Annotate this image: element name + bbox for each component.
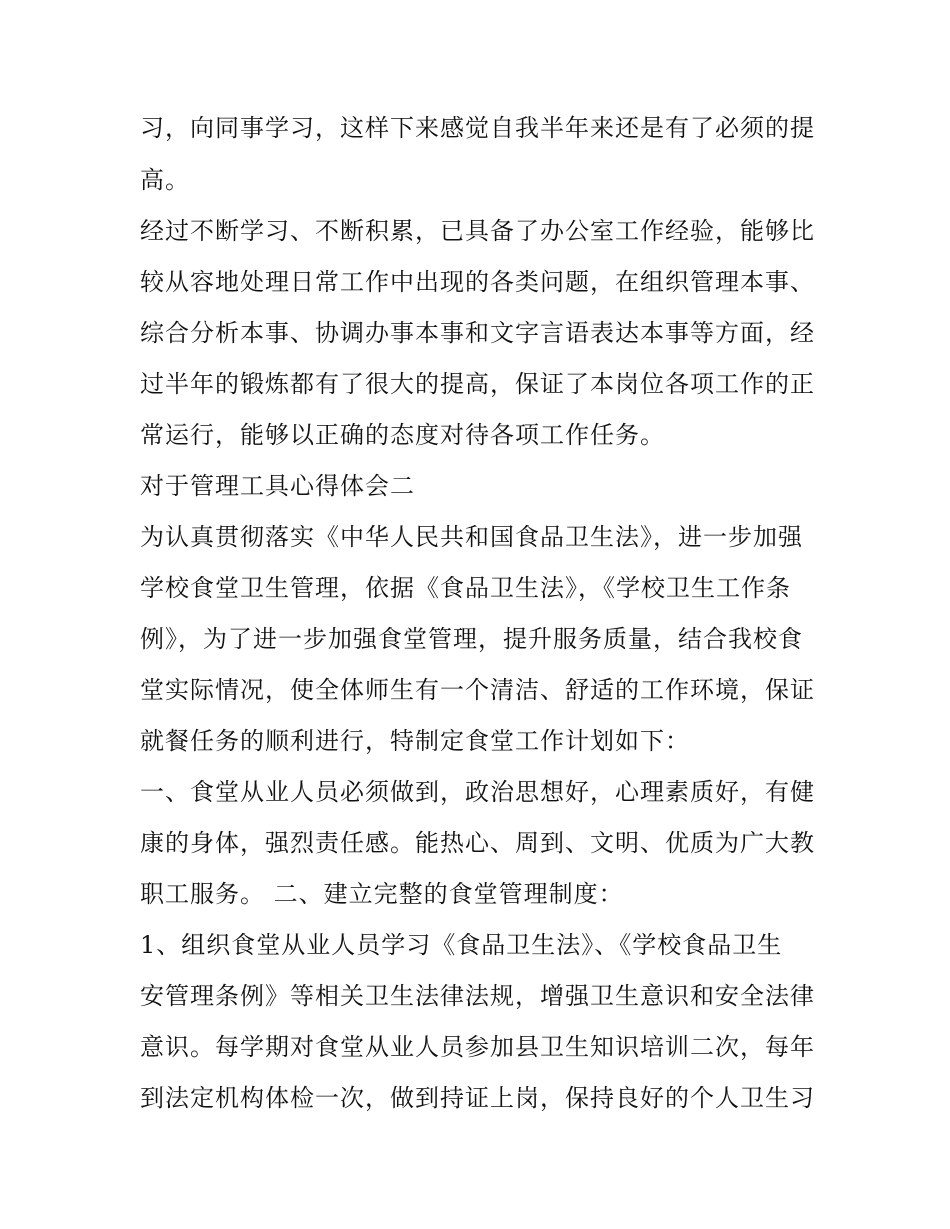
text-line: 就餐任务的顺利进行，特制定食堂工作计划如下： [140,727,690,755]
section-heading: 对于管理工具心得体会二 [140,472,415,500]
text-line: 经过不断学习、不断积累，已具备了办公室工作经验，能够比 [140,217,815,245]
text-line: 较从容地处理日常工作中出现的各类问题，在组织管理本事、 [140,268,815,296]
text-line: 一、食堂从业人员必须做到，政治思想好，心理素质好，有健 [140,778,815,806]
text-line: 例》，为了进一步加强食堂管理，提升服务质量，结合我校食 [140,625,803,653]
text-line: 堂实际情况，使全体师生有一个清洁、舒适的工作环境，保证 [140,676,815,704]
text-line: 1、组织食堂从业人员学习《食品卫生法》、《学校食品卫生 [140,931,783,959]
text-line: 安管理条例》等相关卫生法律法规，增强卫生意识和安全法律 [140,982,815,1010]
text-line: 综合分析本事、协调办事本事和文字言语表达本事等方面，经 [140,319,815,347]
text-line: 康的身体，强烈责任感。能热心、周到、文明、优质为广大教 [140,829,815,857]
text-line: 高。 [140,166,190,194]
text-line: 职工服务。 二、建立完整的食堂管理制度： [140,880,624,908]
text-line: 意识。每学期对食堂从业人员参加县卫生知识培训二次，每年 [140,1033,815,1061]
text-line: 学校食堂卫生管理，依据《食品卫生法》，《学校卫生工作条 [140,574,791,602]
text-line: 到法定机构体检一次，做到持证上岗，保持良好的个人卫生习 [140,1084,815,1112]
text-line: 为认真贯彻落实《中华人民共和国食品卫生法》，进一步加强 [140,523,803,551]
text-line: 常运行，能够以正确的态度对待各项工作任务。 [140,421,665,449]
text-line: 习，向同事学习，这样下来感觉自我半年来还是有了必须的提 [140,114,815,142]
text-line: 过半年的锻炼都有了很大的提高，保证了本岗位各项工作的正 [140,370,815,398]
